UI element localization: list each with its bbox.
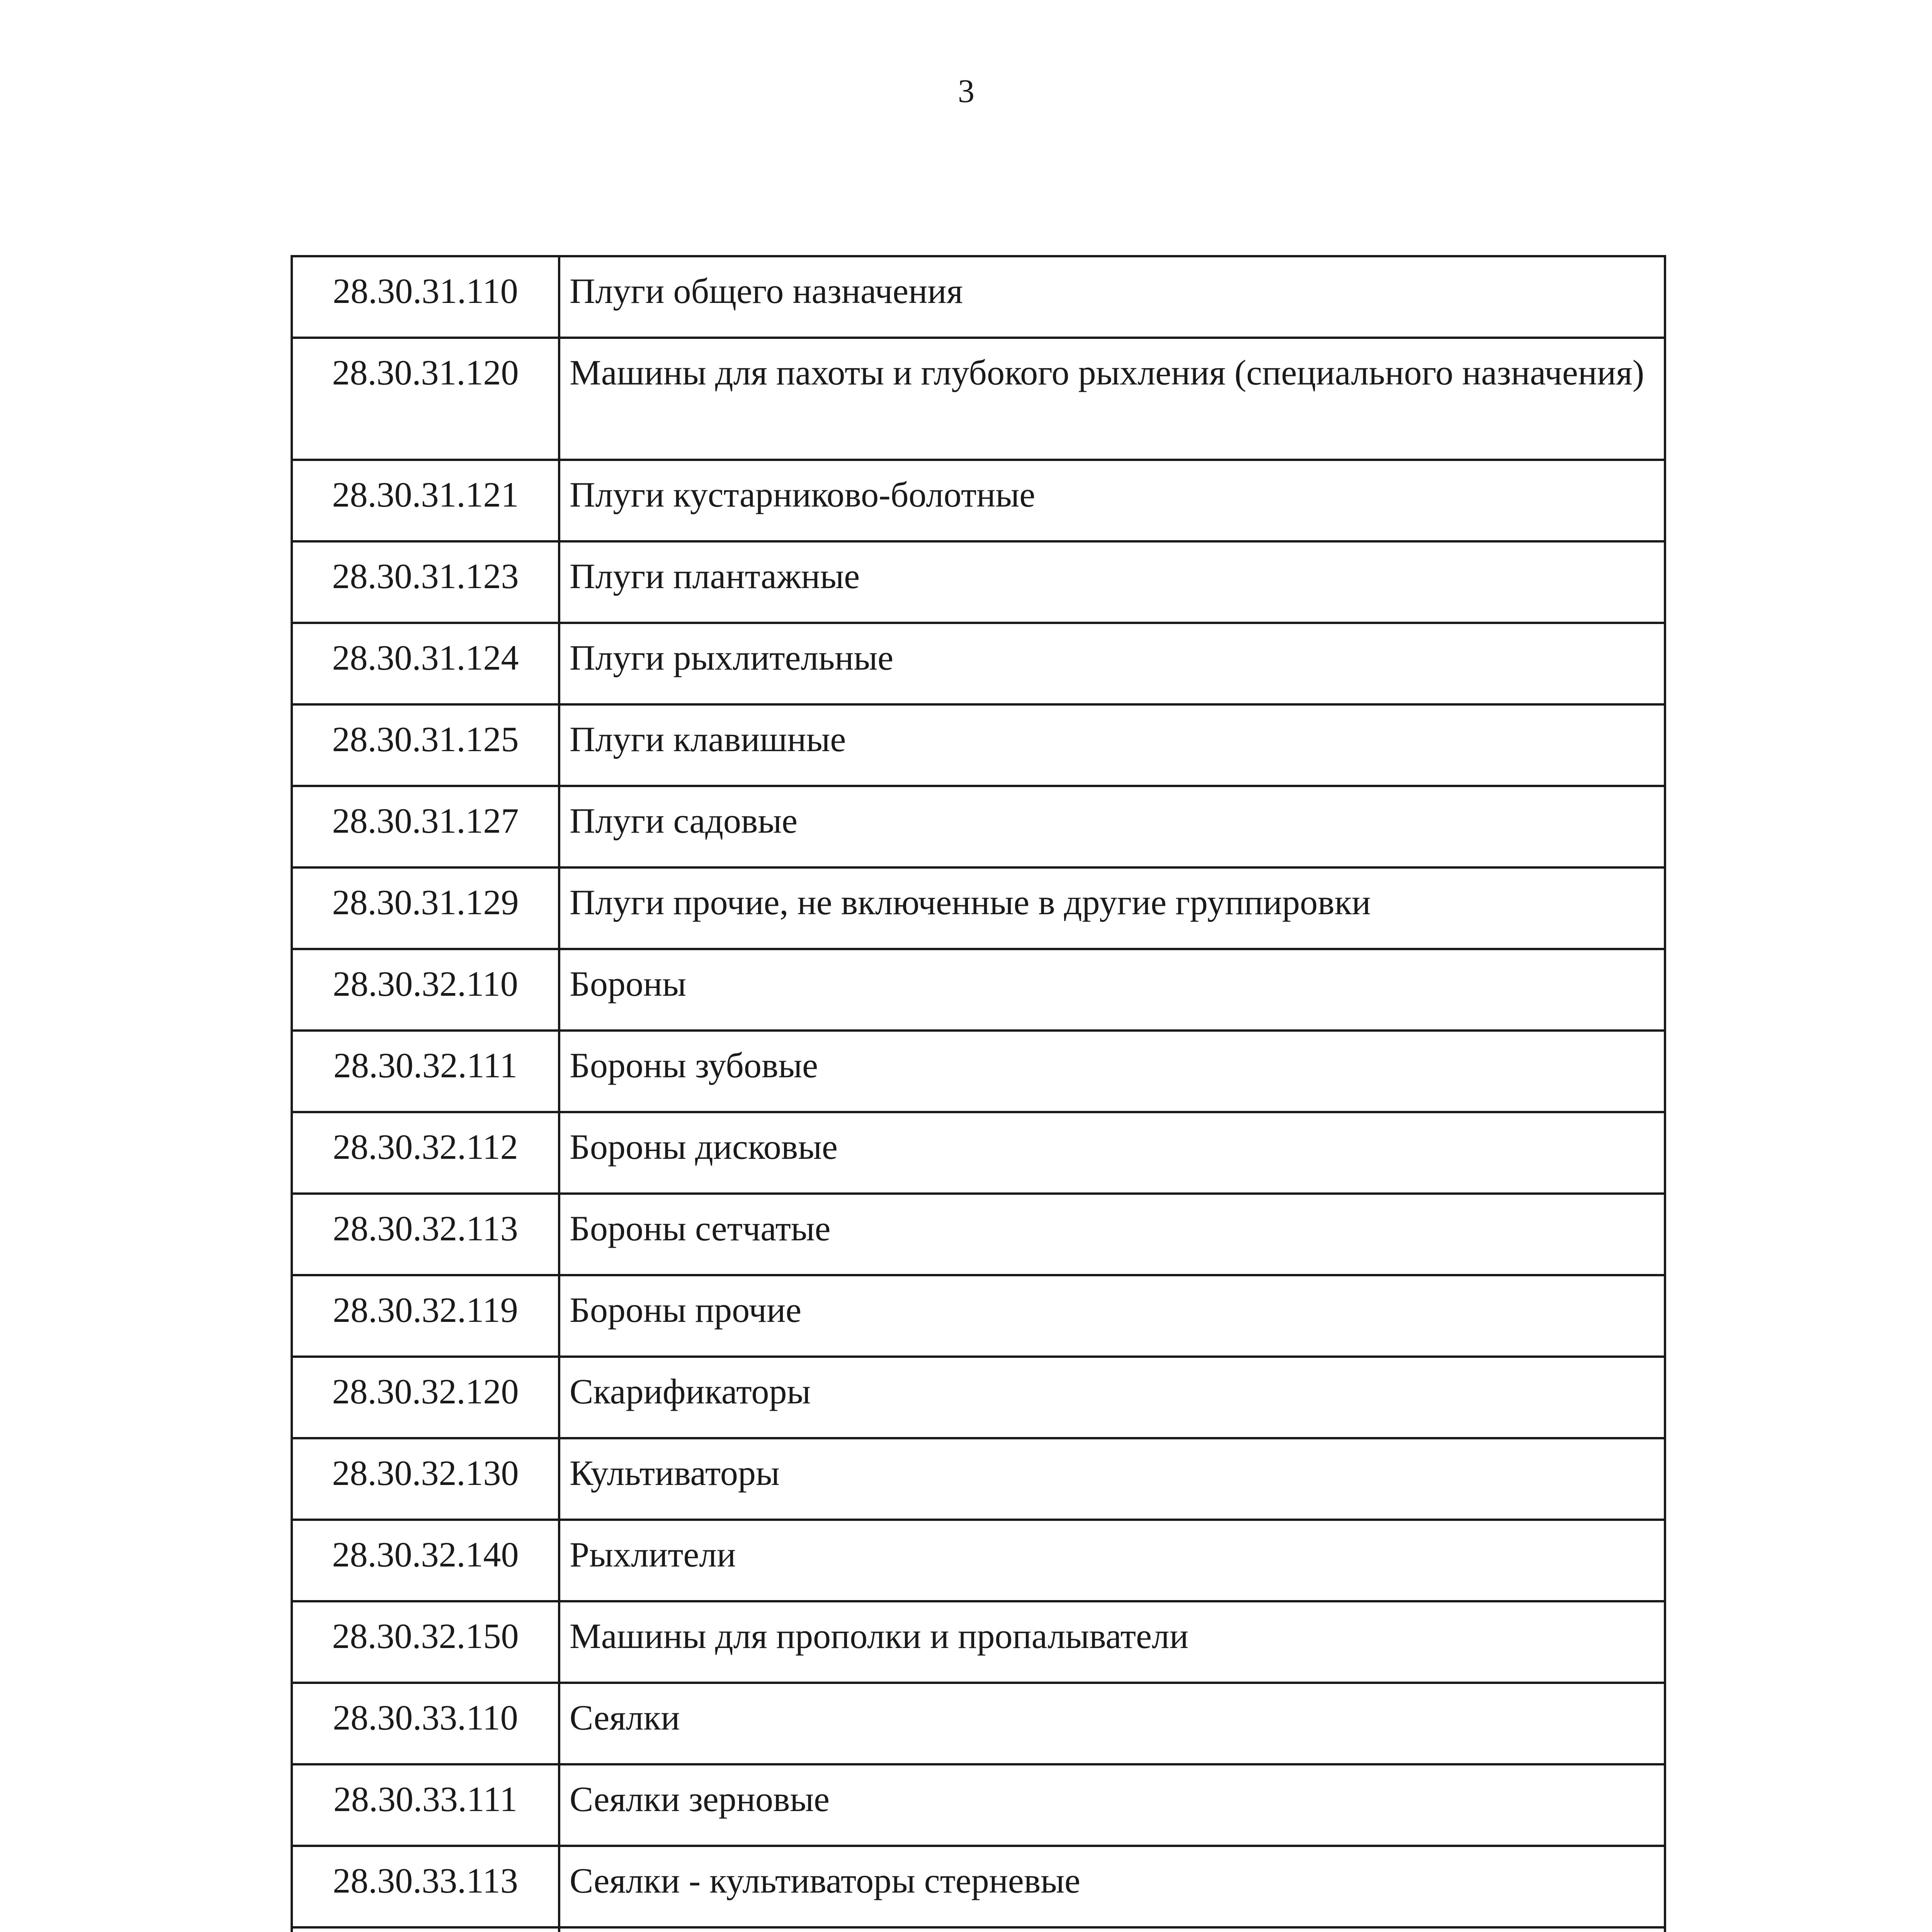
name-cell: Сеялки зерновые bbox=[559, 1764, 1665, 1846]
code-cell: 28.30.31.124 bbox=[292, 623, 559, 704]
table-row bbox=[292, 1520, 1665, 1601]
name-cell: Бороны прочие bbox=[559, 1275, 1665, 1357]
code-cell: 28.30.32.113 bbox=[292, 1194, 559, 1275]
table-row bbox=[292, 1601, 1665, 1683]
table-row bbox=[292, 338, 1665, 460]
code-cell: 28.30.32.150 bbox=[292, 1601, 559, 1683]
name-cell: Бороны сетчатые bbox=[559, 1194, 1665, 1275]
table-row bbox=[292, 1764, 1665, 1846]
table-row bbox=[292, 1112, 1665, 1194]
table-row bbox=[292, 786, 1665, 867]
code-cell: 28.30.31.121 bbox=[292, 460, 559, 541]
table-row bbox=[292, 541, 1665, 623]
code-cell: 28.30.32.120 bbox=[292, 1357, 559, 1438]
name-cell: Бороны зубовые bbox=[559, 1031, 1665, 1112]
code-table bbox=[291, 255, 1666, 1932]
table-row bbox=[292, 1275, 1665, 1357]
code-cell: 28.30.33.113 bbox=[292, 1846, 559, 1927]
code-cell: 28.30.32.110 bbox=[292, 949, 559, 1031]
code-cell: 28.30.33.111 bbox=[292, 1764, 559, 1846]
table-row bbox=[292, 460, 1665, 541]
name-cell: Сеялки - культиваторы стерневые bbox=[559, 1846, 1665, 1927]
name-cell bbox=[559, 1927, 1665, 1932]
table-row bbox=[292, 704, 1665, 786]
table-row bbox=[292, 623, 1665, 704]
table-row bbox=[292, 256, 1665, 338]
name-cell: Скарификаторы bbox=[559, 1357, 1665, 1438]
table-row bbox=[292, 867, 1665, 949]
page-number: 3 bbox=[958, 72, 975, 109]
table-row bbox=[292, 1194, 1665, 1275]
table-row bbox=[292, 1357, 1665, 1438]
code-cell: 28.30.32.119 bbox=[292, 1275, 559, 1357]
code-cell: 28.30.32.130 bbox=[292, 1438, 559, 1520]
name-cell: Машины для пахоты и глубокого рыхления (специального назначения) bbox=[559, 338, 1665, 460]
code-cell: 28.30.32.111 bbox=[292, 1031, 559, 1112]
code-cell: 28.30.32.140 bbox=[292, 1520, 559, 1601]
name-cell: Плуги рыхлительные bbox=[559, 623, 1665, 704]
code-cell: 28.30.31.120 bbox=[292, 338, 559, 460]
code-cell: 28.30.31.110 bbox=[292, 256, 559, 338]
name-cell: Плуги садовые bbox=[559, 786, 1665, 867]
name-cell: Культиваторы bbox=[559, 1438, 1665, 1520]
table-row bbox=[292, 1846, 1665, 1927]
name-cell: Плуги общего назначения bbox=[559, 256, 1665, 338]
name-cell: Машины для прополки и пропалыватели bbox=[559, 1601, 1665, 1683]
name-cell: Плуги клавишные bbox=[559, 704, 1665, 786]
code-cell: 28.30.31.125 bbox=[292, 704, 559, 786]
code-cell bbox=[292, 1927, 559, 1932]
code-cell: 28.30.31.123 bbox=[292, 541, 559, 623]
table-row bbox=[292, 1438, 1665, 1520]
code-cell: 28.30.32.112 bbox=[292, 1112, 559, 1194]
code-cell: 28.30.31.127 bbox=[292, 786, 559, 867]
name-cell: Сеялки bbox=[559, 1683, 1665, 1764]
table-row bbox=[292, 1031, 1665, 1112]
name-cell: Бороны дисковые bbox=[559, 1112, 1665, 1194]
table-row bbox=[292, 1927, 1665, 1932]
name-cell: Бороны bbox=[559, 949, 1665, 1031]
name-cell: Плуги кустарниково-болотные bbox=[559, 460, 1665, 541]
table-row bbox=[292, 949, 1665, 1031]
table-row bbox=[292, 1683, 1665, 1764]
name-cell: Плуги прочие, не включенные в другие группировки bbox=[559, 867, 1665, 949]
code-cell: 28.30.31.129 bbox=[292, 867, 559, 949]
name-cell: Плуги плантажные bbox=[559, 541, 1665, 623]
code-cell: 28.30.33.110 bbox=[292, 1683, 559, 1764]
name-cell: Рыхлители bbox=[559, 1520, 1665, 1601]
